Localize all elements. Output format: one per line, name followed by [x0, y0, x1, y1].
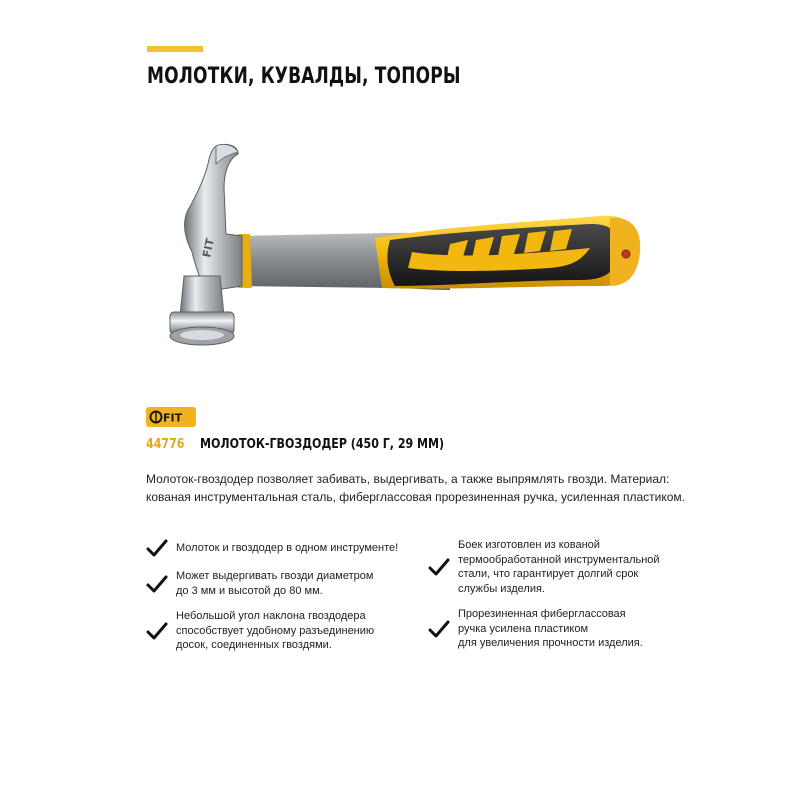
feature-text: ручка усилена пластиком — [458, 622, 589, 635]
feature-text: службы изделия. — [458, 582, 545, 595]
feature-text: способствует удобному разъединению — [176, 624, 375, 637]
description-line: Молоток-гвоздодер позволяет забивать, выдергивать, а также выпрямлять гвозди. Материал: — [146, 472, 670, 486]
checkmark-icon — [428, 557, 450, 577]
description-line: кованая инструментальная сталь, фибергласcовая прорезиненная ручка, усиленная пластиком. — [146, 490, 685, 504]
checkmark-icon — [146, 621, 168, 641]
feature-item — [146, 538, 398, 558]
svg-text:FIT: FIT — [163, 411, 183, 424]
checkmark-icon — [428, 619, 450, 639]
feature-item — [146, 609, 398, 653]
product-description — [146, 470, 685, 506]
feature-text: Боек изготовлен из кованой — [458, 539, 600, 551]
feature-text: Может выдергивать гвозди диаметром — [176, 570, 374, 582]
feature-text: стали, что гарантирует долгий срок — [458, 568, 639, 580]
accent-bar — [147, 46, 203, 52]
features-right — [428, 538, 660, 662]
brand-logo — [146, 407, 196, 427]
product-name: МОЛОТОК-ГВОЗДОДЕР (450 Г, 29 ММ) — [200, 437, 445, 452]
feature-text: Небольшой угол наклона гвоздодера — [176, 610, 366, 622]
article-number: 44776 — [146, 437, 185, 452]
features-left — [146, 538, 398, 664]
checkmark-icon — [146, 574, 168, 594]
feature-item — [428, 607, 660, 651]
fit-logo-icon — [149, 410, 193, 424]
feature-text: досок, соединенных гвоздями. — [176, 639, 332, 651]
feature-item — [146, 569, 398, 598]
feature-text: для увеличения прочности изделия. — [458, 637, 643, 649]
head-marking: FIT — [200, 237, 217, 259]
page-title: МОЛОТКИ, КУВАЛДЫ, ТОПОРЫ — [147, 64, 461, 89]
feature-text: Молоток и гвоздодер в одном инструменте! — [176, 541, 399, 554]
feature-text: до 3 мм и высотой до 80 мм. — [176, 584, 323, 597]
feature-item — [428, 538, 660, 596]
feature-text: Прорезиненная фибергласcовая — [458, 608, 626, 620]
feature-text: термообработанной инструментальной — [458, 553, 660, 566]
checkmark-icon — [146, 538, 168, 558]
hammer-image — [150, 140, 650, 360]
